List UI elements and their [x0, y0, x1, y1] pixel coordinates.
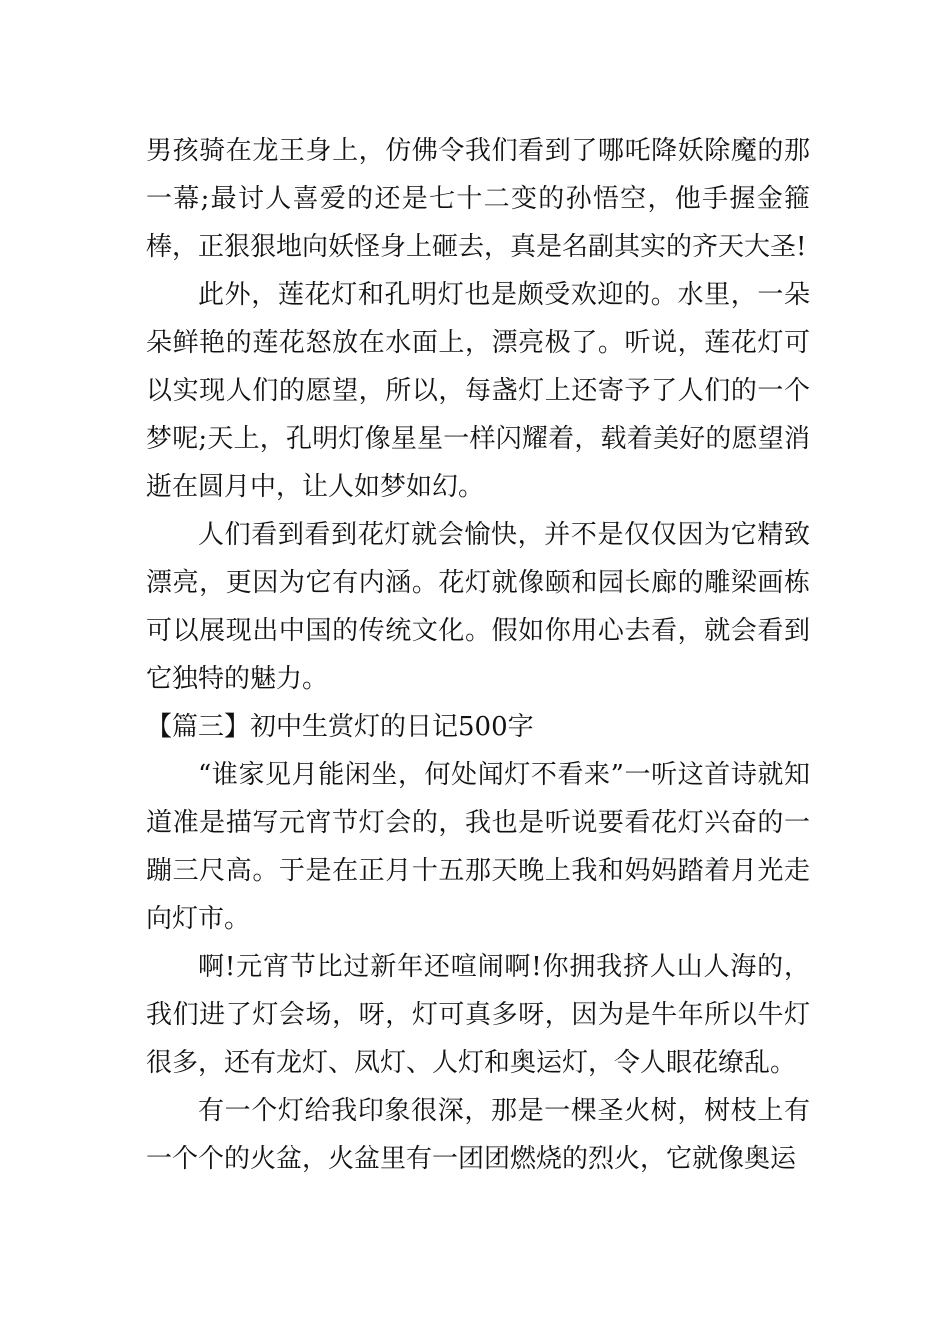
- paragraph-fire-tree: 有一个灯给我印象很深，那是一棵圣火树，树枝上有一个个的火盆，火盆里有一团团燃烧的烈火，它就像奥运: [146, 1096, 810, 1174]
- paragraph-festival-crowd: 啊!元宵节比过新年还喧闹啊!你拥我挤人山人海的，我们进了灯会场，呀，灯可真多呀，因为是牛年所以牛灯很多，还有龙灯、凤灯、人灯和奥运灯，令人眼花缭乱。: [146, 952, 810, 1078]
- paragraph-poem-intro: “谁家见月能闲坐，何处闻灯不看来”一听这首诗就知道准是描写元宵节灯会的，我也是听说要看花灯兴奋的一蹦三尺高。于是在正月十五那天晚上我和妈妈踏着月光走向灯市。: [146, 760, 810, 934]
- section-heading: 【篇三】初中生赏灯的日记500字: [146, 712, 534, 742]
- paragraph-continued: 男孩骑在龙王身上，仿佛令我们看到了哪吒降妖除魔的那一幕;最讨人喜爱的还是七十二变的孙悟空，他手握金箍棒，正狠狠地向妖怪身上砸去，真是名副其实的齐天大圣!: [146, 136, 810, 262]
- paragraph-lanterns-meaning: 人们看到看到花灯就会愉快，并不是仅仅因为它精致漂亮，更因为它有内涵。花灯就像颐和园长廊的雕梁画栋可以展现出中国的传统文化。假如你用心去看，就会看到它独特的魅力。: [146, 520, 810, 694]
- document-body: [146, 127, 810, 1183]
- paragraph-lanterns-lotus: 此外，莲花灯和孔明灯也是颇受欢迎的。水里，一朵朵鲜艳的莲花怒放在水面上，漂亮极了。听说，莲花灯可以实现人们的愿望，所以，每盏灯上还寄予了人们的一个梦呢;天上，孔明灯像星星一样闪耀着，载着美好的愿望消逝在圆月中，让人如梦如幻。: [146, 280, 810, 502]
